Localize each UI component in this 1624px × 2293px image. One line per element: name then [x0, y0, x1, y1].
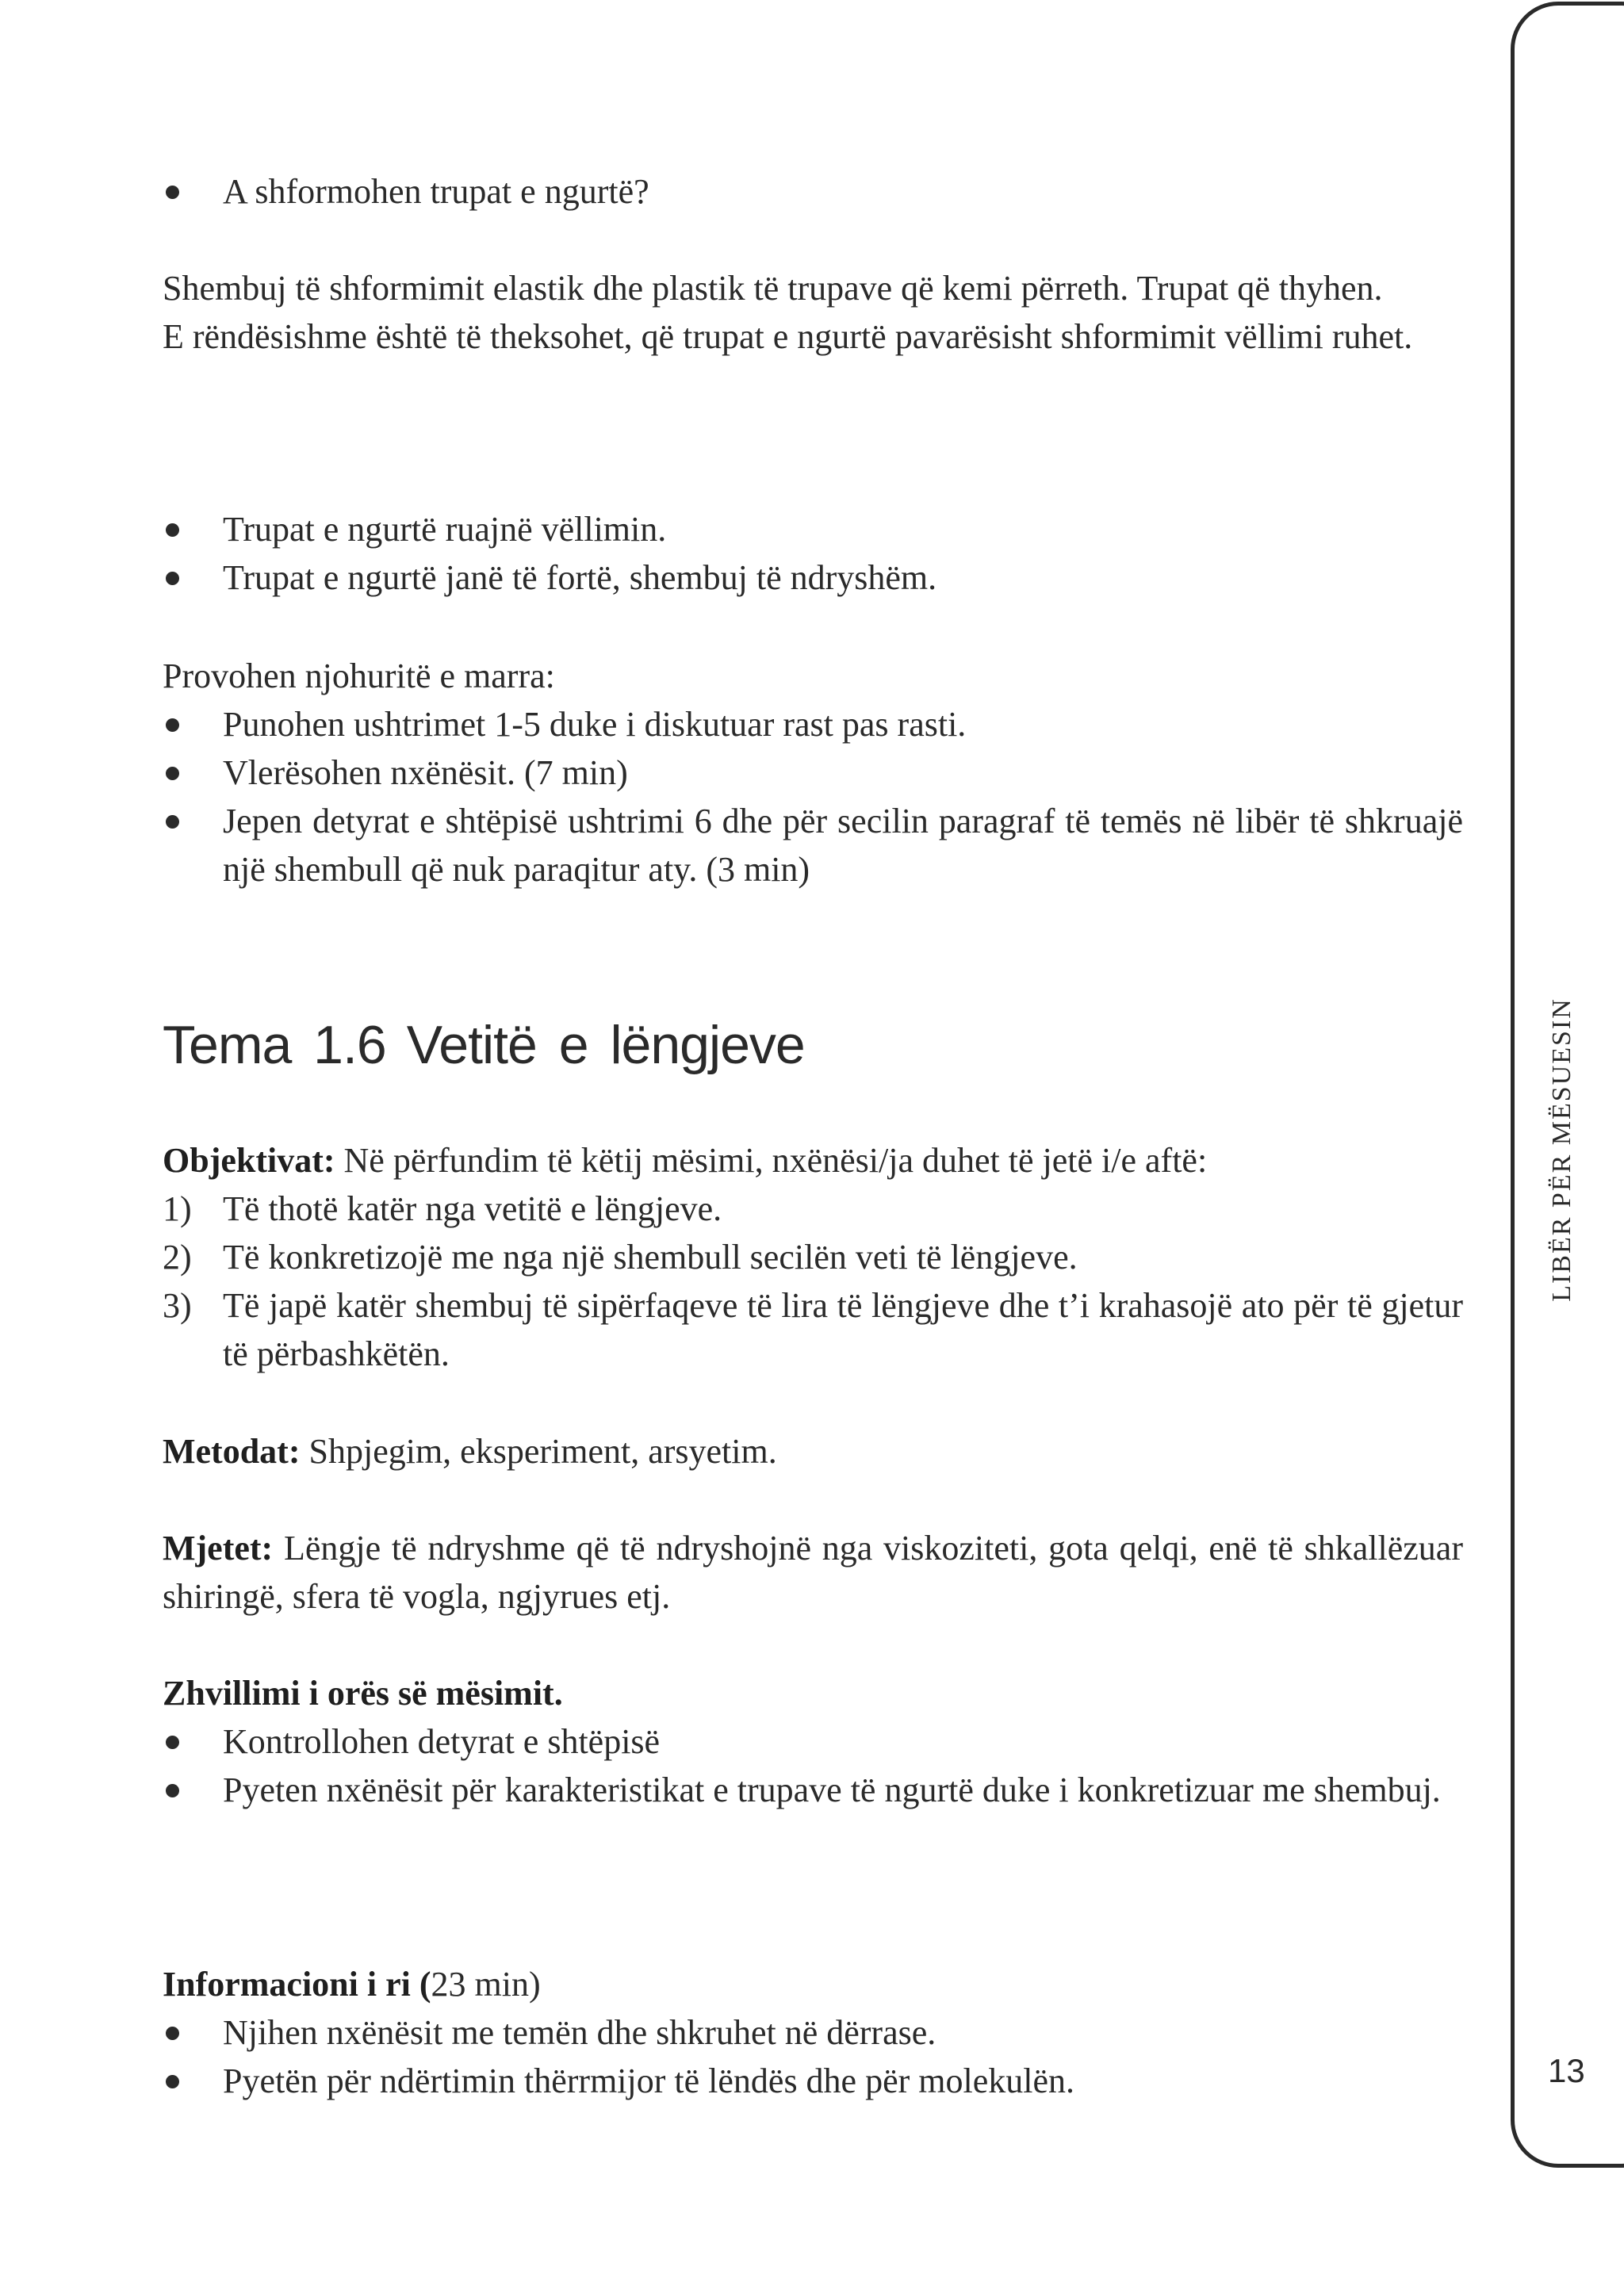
objectives-intro: Objektivat: Në përfundim të këtij mësimi, nxënësi/ja duhet të jetë i/e aftë:	[163, 1141, 1208, 1180]
section-tools: Mjetet: Lëngje të ndryshme që të ndryshojnë nga viskoziteti, gota qelqi, enë të shkallëzuar shiringë, sfera të vogla, ngjyrues etj.	[163, 1529, 1463, 1616]
tools-label: Mjetet:	[163, 1529, 274, 1568]
section-assessment	[163, 652, 1463, 894]
page-number: 13	[1548, 2052, 1585, 2089]
list-item: Jepen detyrat e shtëpisë ushtrimi 6 dhe për secilin paragraf të temës në libër të shkruajë një shembull që nuk paraqitur aty. (3 min)	[163, 797, 1463, 894]
list-item: Punohen ushtrimet 1-5 duke i diskutuar rast pas rasti.	[163, 700, 1463, 748]
section-development	[163, 1669, 1463, 1814]
list-item: Kontrollohen detyrat e shtëpisë	[163, 1717, 1463, 1766]
section-new-info: Informacioni i ri (23 min) Njihen nxënësit me temën dhe shkruhet në dërrase. Pyetën për ndërtimin thërrmijor të lëndës dhe për molekulën.	[163, 1960, 1463, 2105]
list-item: 2) Të konkretizojë me nga një shembull secilën veti të lëngjeve.	[163, 1238, 1078, 1277]
paragraph: Shembuj të shformimit elastik dhe plastik të trupave që kemi përreth. Trupat që thyhen.	[163, 269, 1383, 308]
section-deformation-text	[163, 264, 1463, 361]
section-methods: Metodat: Shpjegim, eksperiment, arsyetim.	[163, 1432, 777, 1471]
list-item: Njihen nxënësit me temën dhe shkruhet në dërrase.	[163, 2008, 1463, 2057]
topic-number: Tema 1.6	[163, 1015, 386, 1075]
list-item: 3) Të japë katër shembuj të sipërfaqeve të lira të lëngjeve dhe t’i krahasojë ato për të gjetur të përbashkëtën.	[163, 1286, 1463, 1373]
methods-label: Metodat:	[163, 1432, 301, 1471]
list-item: Trupat e ngurtë janë të fortë, shembuj të ndryshëm.	[163, 553, 1463, 602]
paragraph: Provohen njohuritë e marra:	[163, 657, 555, 695]
list-item: Pyetën për ndërtimin thërrmijor të lëndës dhe për molekulën.	[163, 2057, 1463, 2105]
objectives-label: Objektivat:	[163, 1141, 335, 1180]
section-solid-properties	[163, 505, 1463, 602]
topic-title: Vetitë e lëngjeve	[406, 1015, 805, 1075]
new-info-label: Informacioni i ri (	[163, 1965, 431, 2004]
side-label	[1538, 983, 1586, 1316]
list-item: Vlerësohen nxënësit. (7 min)	[163, 748, 1463, 797]
list-item: 1) Të thotë katër nga vetitë e lëngjeve.	[163, 1189, 722, 1228]
list-item: Pyeten nxënësit për karakteristikat e trupave të ngurtë duke i konkretizuar me shembuj.	[163, 1766, 1463, 1814]
development-label: Zhvillimi i orës së mësimit.	[163, 1674, 563, 1713]
side-label-text: LIBËR PËR MËSUESIN	[1547, 997, 1576, 1302]
paragraph: E rëndësishme është të theksohet, që trupat e ngurtë pavarësisht shformimit vëllimi ruhet.	[163, 317, 1413, 356]
topic-heading	[163, 1013, 805, 1077]
section-deformation-question	[163, 167, 1463, 216]
list-item: A shformohen trupat e ngurtë?	[163, 167, 1463, 216]
section-objectives	[163, 1136, 1463, 1378]
list-item: Trupat e ngurtë ruajnë vëllimin.	[163, 505, 1463, 553]
